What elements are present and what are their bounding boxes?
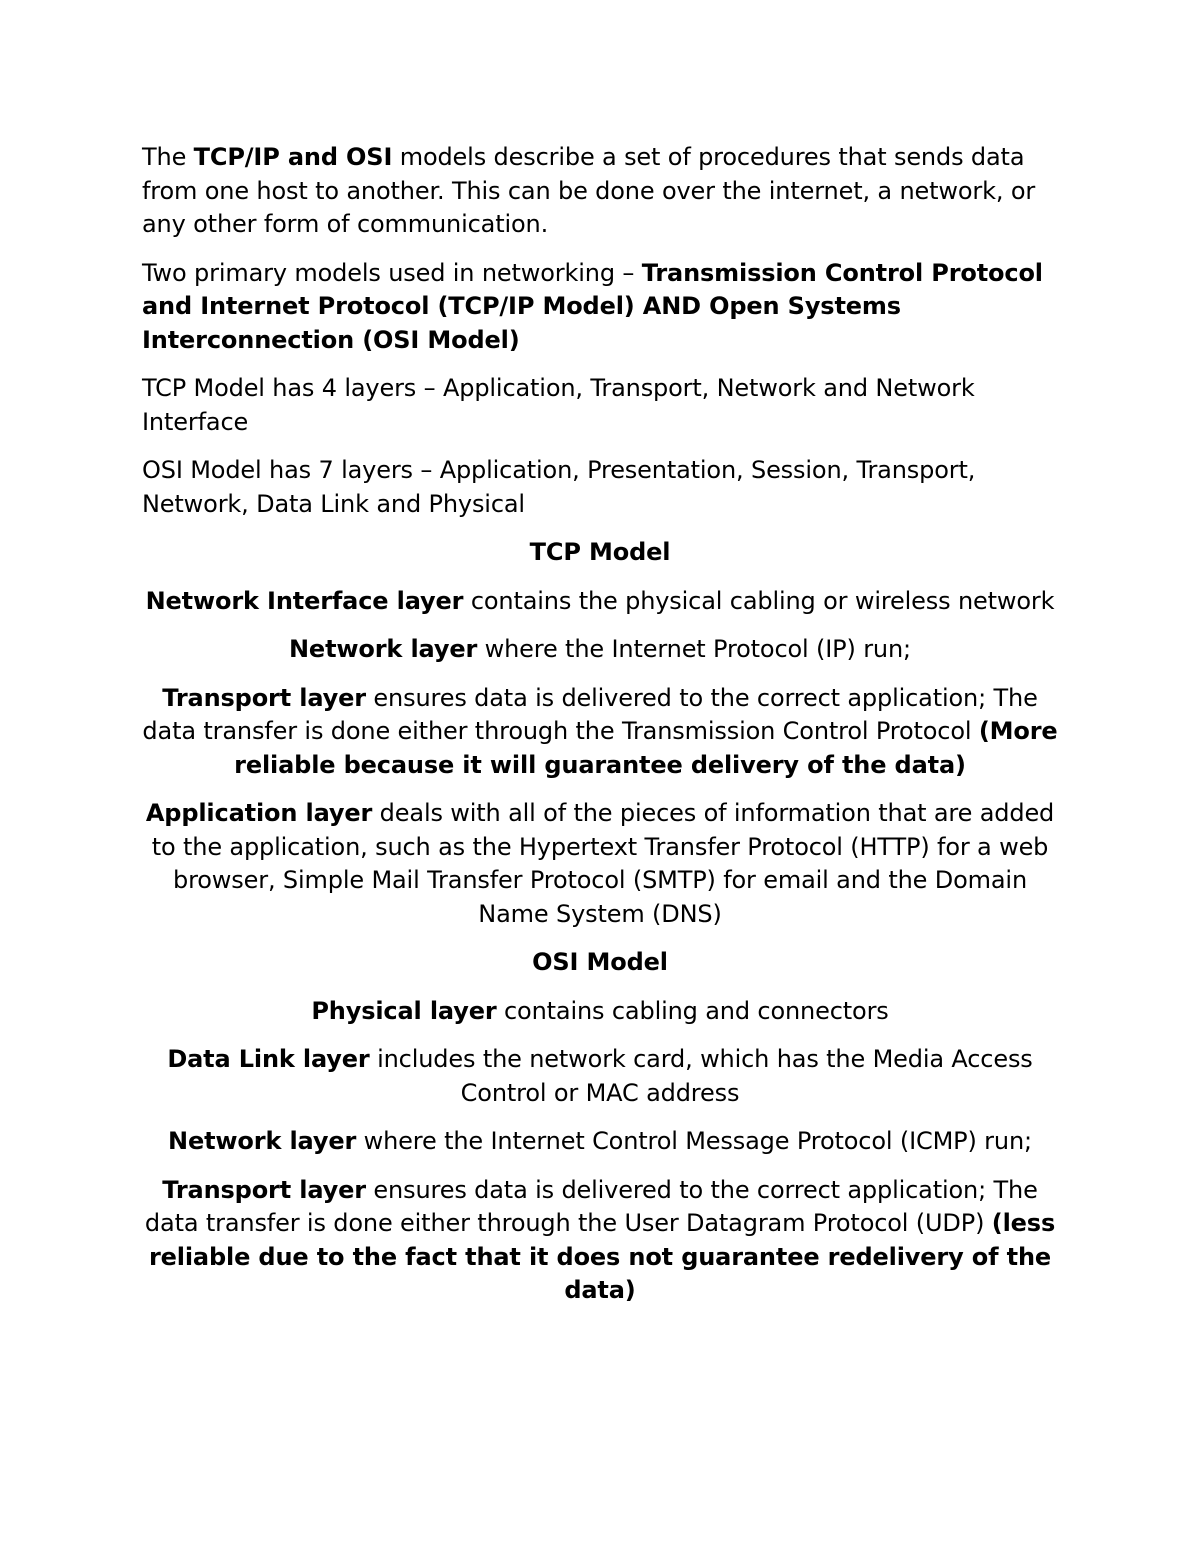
- osi-model-heading: OSI Model: [532, 948, 668, 976]
- tcp-application-layer: Application layer deals with all of the pieces of information that are added to the application, such as the Hypertext Transfer Protocol (HTTP) for a web browser, Simple Mail Transfer Protocol (SMTP) for email and the Domain Name System (DNS): [145, 799, 1055, 928]
- tcp-network-layer: Network layer where the Internet Protocol (IP) run;: [289, 635, 911, 663]
- osi-physical-layer: Physical layer contains cabling and connectors: [311, 996, 889, 1025]
- intro-paragraph-3: TCP Model has 4 layers – Application, Transport, Network and Network Interface: [142, 374, 975, 436]
- intro-paragraph-2: Two primary models used in networking – Transmission Control Protocol and Internet Protocol (TCP/IP Model) AND Open Systems Interconnection (OSI Model): [142, 258, 1043, 354]
- osi-data-link-layer: Data Link layer includes the network card, which has the Media Access Control or MAC address: [167, 1045, 1033, 1107]
- document-page: [142, 141, 1058, 1323]
- tcp-model-heading: TCP Model: [529, 538, 671, 566]
- tcp-network-interface-layer: Network Interface layer contains the physical cabling or wireless network: [145, 586, 1055, 615]
- osi-network-layer: Network layer where the Internet Control Message Protocol (ICMP) run;: [168, 1127, 1032, 1155]
- tcp-transport-layer: Transport layer ensures data is delivered to the correct application; The data transfer is done either through the Transmission Control Protocol (More reliable because it will guarantee delivery of the data): [142, 683, 1058, 779]
- intro-paragraph-4: OSI Model has 7 layers – Application, Presentation, Session, Transport, Network, Data Link and Physical: [142, 456, 976, 518]
- osi-transport-layer: Transport layer ensures data is delivered to the correct application; The data transfer is done either through the User Datagram Protocol (UDP) (less reliable due to the fact that it does not guarantee redelivery of the data): [144, 1175, 1056, 1304]
- intro-paragraph-1: The TCP/IP and OSI models describe a set of procedures that sends data from one host to another. This can be done over the internet, a network, or any other form of communication.: [142, 143, 1036, 238]
